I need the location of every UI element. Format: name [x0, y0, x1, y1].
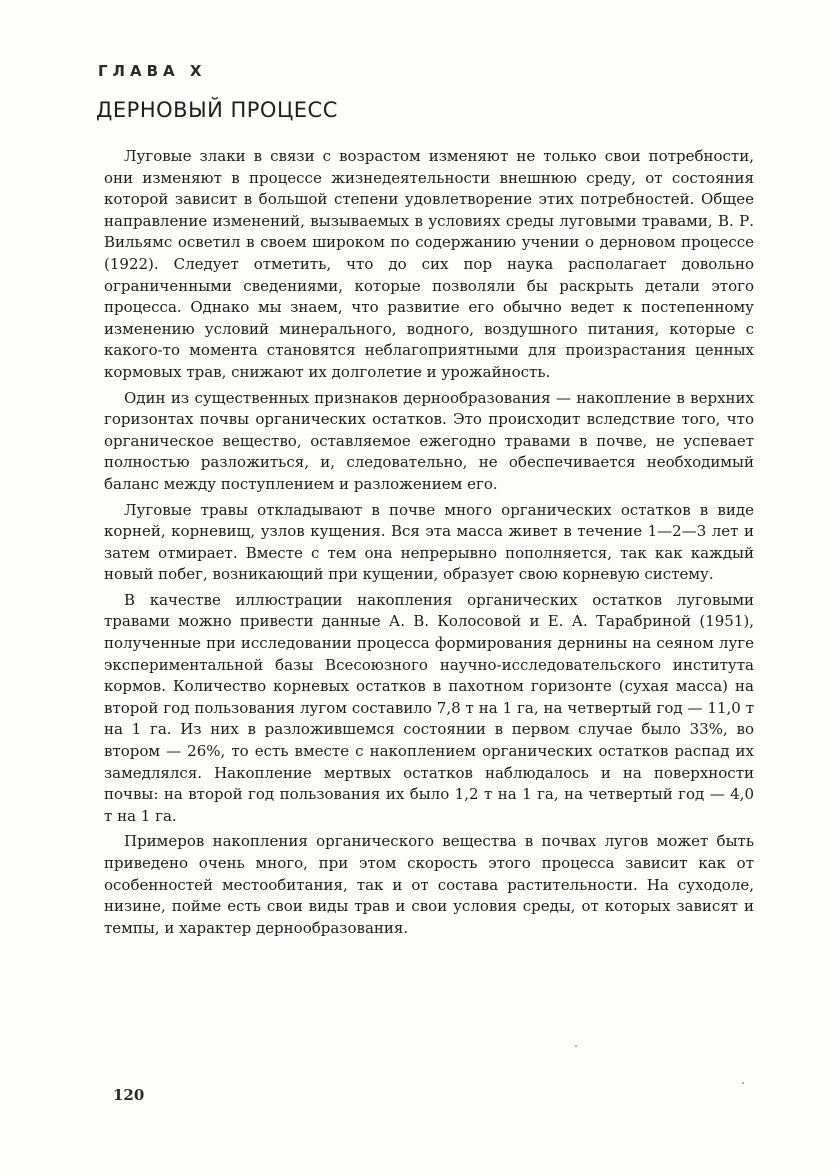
page-number: 120	[113, 1086, 145, 1104]
paragraph: Луговые травы откладывают в почве много органических остатков в виде корней, корневищ, узлов кущения. Вся эта масса живет в течение 1—2—3 лет и затем отмирает. Вместе с тем она непрерывно пополняется, так как каждый новый побег, возникающий при кущении, образует свою корневую систему.	[104, 500, 754, 584]
paragraph: Примеров накопления органического вещества в почвах лугов может быть приведено очень много, при этом скорость этого процесса зависит как от особенностей местообитания, так и от состава растительности. На суходоле, низине, пойме есть свои виды трав и свои условия среды, от которых зависят и темпы, и характер дернообразования.	[104, 832, 754, 937]
body-text	[104, 146, 754, 943]
chapter-label: ГЛАВА X	[98, 62, 207, 80]
paragraph: В качестве иллюстрации накопления органических остатков луговыми травами можно привести данные А. В. Колосовой и Е. А. Тарабриной (1951), полученные при исследовании процесса формирования дернины на сеяном луге экспериментальной базы Всесоюзного научно-исследовательского института кормов. Количество корневых остатков в пахотном горизонте (сухая масса) на второй год пользования лугом составило 7,8 т на 1 га, на четвертый год — 11,0 т на 1 га. Из них в разложившемся состоянии в первом случае было 33%, во втором — 26%, то есть вместе с накоплением органических остатков распад их замедлялся. Накопление мертвых остатков наблюдалось и на поверхности почвы: на второй год пользования их было 1,2 т на 1 га, на четвертый год — 4,0 т на 1 га.	[104, 590, 754, 825]
chapter-title: ДЕРНОВЫЙ ПРОЦЕСС	[96, 98, 338, 122]
scan-speck	[742, 1082, 744, 1084]
scan-speck	[575, 1045, 577, 1047]
paragraph: Один из существенных признаков дернообразования — накопление в верхних горизонтах почвы органических остатков. Это происходит вследствие того, что органическое вещество, оставляемое ежегодно травами в почве, не успевает полностью разложиться, и, следовательно, не обеспечивается необходимый баланс между поступлением и разложением его.	[104, 388, 754, 493]
paragraph: Луговые злаки в связи с возрастом изменяют не только свои потребности, они изменяют в процессе жизнедеятельности внешнюю среду, от состояния которой зависит в большой степени удовлетворение этих потребностей. Общее направление изменений, вызываемых в условиях среды луговыми травами, В. Р. Вильямс осветил в своем широком по содержанию учении о дерновом процессе (1922). Следует отметить, что до сих пор наука располагает довольно ограниченными сведениями, которые позволяли бы раскрыть детали этого процесса. Однако мы знаем, что развитие его обычно ведет к постепенному изменению условий минерального, водного, воздушного питания, которые с какого-то момента становятся неблагоприятными для произрастания ценных кормовых трав, снижают их долголетие и урожайность.	[104, 147, 754, 381]
